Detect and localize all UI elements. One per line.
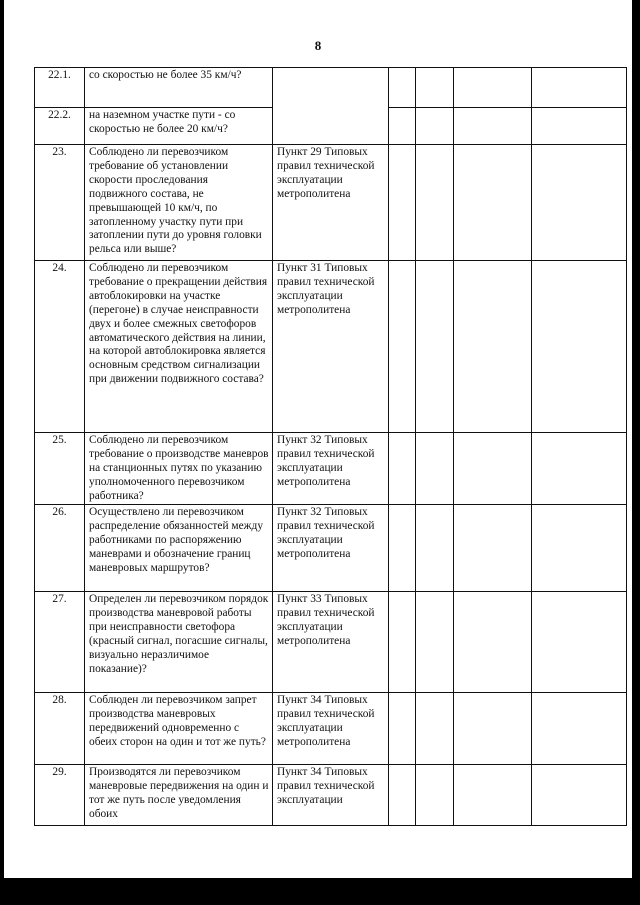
row-col-yes-cell: [389, 108, 416, 145]
table-row: [35, 505, 627, 592]
row-number: 22.2.: [35, 108, 85, 145]
row-col-yes-cell: [389, 693, 416, 765]
row-question: Соблюдено ли перевозчиком требование о производстве маневров на станционных путях по указанию уполномоченного перевозчиком работника?: [85, 433, 273, 505]
row-question: Соблюдено ли перевозчиком требование об установлении скорости проследования подвижного состава, не превышающей 10 км/ч, по затопленному участку пути при затоплении пути до уровня головки рельса или выше?: [85, 145, 273, 261]
row-question: со скоростью не более 35 км/ч?: [85, 68, 273, 108]
scan-border-bottom: [0, 878, 640, 905]
row-col-note-cell: [532, 765, 627, 826]
table-row: [35, 592, 627, 693]
row-question: Соблюдено ли перевозчиком требование о прекращении действия автоблокировки на участке (перегоне) в случае неисправности двух и более смежных светофоров автоматического действия на линии, на которой автоблокировка является основным средством сигнализации при движении подвижного состава?: [85, 261, 273, 433]
row-number: 24.: [35, 261, 85, 433]
row-col-no-cell: [416, 765, 454, 826]
row-col-yes-cell: [389, 433, 416, 505]
row-col-na-cell: [454, 261, 532, 433]
row-col-na-cell: [454, 693, 532, 765]
row-number: 26.: [35, 505, 85, 592]
row-col-no-cell: [416, 145, 454, 261]
row-col-na-cell: [454, 68, 532, 108]
row-number: 23.: [35, 145, 85, 261]
row-col-yes-cell: [389, 765, 416, 826]
row-col-na-cell: [454, 505, 532, 592]
row-col-note-cell: [532, 433, 627, 505]
table-row: [35, 693, 627, 765]
row-col-no-cell: [416, 505, 454, 592]
row-reference: Пункт 29 Типовых правил технической эксплуатации метрополитена: [273, 145, 389, 261]
table-row: [35, 433, 627, 505]
row-reference: Пункт 32 Типовых правил технической эксплуатации метрополитена: [273, 505, 389, 592]
row-question: Производятся ли перевозчиком маневровые передвижения на один и тот же путь после уведомления обоих: [85, 765, 273, 826]
row-question: Определен ли перевозчиком порядок производства маневровой работы при неисправности светофора (красный сигнал, погасшие сигналы, визуально неразличимое показание)?: [85, 592, 273, 693]
document-page: [4, 0, 632, 878]
row-col-na-cell: [454, 108, 532, 145]
row-reference: Пункт 33 Типовых правил технической эксплуатации метрополитена: [273, 592, 389, 693]
row-col-no-cell: [416, 68, 454, 108]
row-number: 29.: [35, 765, 85, 826]
row-number: 28.: [35, 693, 85, 765]
row-col-na-cell: [454, 433, 532, 505]
table-row: [35, 68, 627, 108]
page-number: 8: [314, 38, 322, 53]
checklist-table: [34, 67, 627, 826]
checklist-table-body: [35, 68, 627, 826]
row-col-yes-cell: [389, 145, 416, 261]
row-col-yes-cell: [389, 261, 416, 433]
table-row: [35, 261, 627, 433]
row-reference: [273, 68, 389, 145]
row-col-note-cell: [532, 261, 627, 433]
row-question: Осуществлено ли перевозчиком распределение обязанностей между работниками по распоряжению маневрами и обозначение границ маневровых маршрутов?: [85, 505, 273, 592]
row-reference: Пункт 32 Типовых правил технической эксплуатации метрополитена: [273, 433, 389, 505]
row-reference: Пункт 34 Типовых правил технической эксплуатации метрополитена: [273, 693, 389, 765]
row-question: Соблюден ли перевозчиком запрет производства маневровых передвижений одновременно с обеих сторон на один и тот же путь?: [85, 693, 273, 765]
row-number: 27.: [35, 592, 85, 693]
row-reference: Пункт 31 Типовых правил технической эксплуатации метрополитена: [273, 261, 389, 433]
row-number: 22.1.: [35, 68, 85, 108]
row-col-note-cell: [532, 68, 627, 108]
row-col-note-cell: [532, 693, 627, 765]
row-col-yes-cell: [389, 592, 416, 693]
row-col-na-cell: [454, 765, 532, 826]
row-col-na-cell: [454, 592, 532, 693]
row-col-no-cell: [416, 108, 454, 145]
table-row: [35, 145, 627, 261]
row-question: на наземном участке пути - со скоростью не более 20 км/ч?: [85, 108, 273, 145]
row-col-note-cell: [532, 592, 627, 693]
row-col-no-cell: [416, 592, 454, 693]
row-col-note-cell: [532, 505, 627, 592]
row-col-na-cell: [454, 145, 532, 261]
row-col-no-cell: [416, 433, 454, 505]
row-col-note-cell: [532, 145, 627, 261]
row-col-no-cell: [416, 261, 454, 433]
row-col-yes-cell: [389, 505, 416, 592]
row-col-yes-cell: [389, 68, 416, 108]
row-reference: Пункт 34 Типовых правил технической эксплуатации: [273, 765, 389, 826]
row-number: 25.: [35, 433, 85, 505]
row-col-no-cell: [416, 693, 454, 765]
row-col-note-cell: [532, 108, 627, 145]
table-row: [35, 765, 627, 826]
